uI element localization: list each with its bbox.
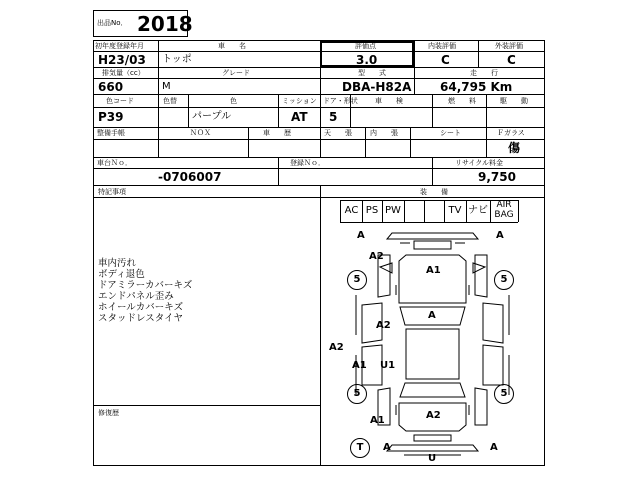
damage-back-door: A2 bbox=[426, 410, 441, 421]
mileage-header: 走 行 bbox=[470, 69, 498, 77]
interior-value: C bbox=[441, 53, 450, 67]
tire-front-left: 5 bbox=[347, 270, 367, 290]
damage-rear-bumper-right: A bbox=[490, 442, 498, 453]
car-diagram bbox=[320, 225, 545, 465]
remark-line: ドアミラーカバーキズ bbox=[98, 280, 193, 291]
maintenance-header: 整備手帳 bbox=[97, 129, 125, 137]
damage-rear-left: A1 bbox=[370, 415, 385, 426]
recycle-header: リサイクル料金 bbox=[455, 159, 504, 167]
doors-value: 5 bbox=[329, 110, 338, 124]
remark-line: 車内汚れ bbox=[98, 258, 137, 269]
first-reg-header: 初年度登録年月 bbox=[95, 42, 144, 50]
roof-header: 天 張 bbox=[324, 129, 352, 137]
grade-header: グレード bbox=[222, 69, 250, 77]
drive-header: 駆 動 bbox=[500, 97, 528, 105]
color-value: パープル bbox=[192, 111, 232, 122]
equipment-tv: TV bbox=[448, 205, 462, 216]
remarks-header: 特記事項 bbox=[98, 188, 126, 196]
remark-line: エンドパネル歪み bbox=[98, 291, 174, 302]
damage-left-side: A2 bbox=[329, 342, 344, 353]
damage-left-rear-door-u1: U1 bbox=[380, 360, 396, 371]
color-code-value: P39 bbox=[98, 110, 124, 124]
repair-header: 修復歴 bbox=[98, 409, 119, 417]
damage-front-left: A bbox=[357, 230, 365, 241]
model-value: DBA-H82A bbox=[342, 80, 412, 94]
car-name-header: 車 名 bbox=[218, 42, 246, 50]
fglass-value: 傷 bbox=[508, 141, 521, 155]
score-value: 3.0 bbox=[356, 53, 378, 67]
exterior-value: C bbox=[507, 53, 516, 67]
equipment-navi: ナビ bbox=[468, 205, 488, 216]
tire-rear-left: 5 bbox=[347, 384, 367, 404]
equipment-header: 装 備 bbox=[420, 188, 448, 196]
reg-no-header: 登録Ｎｏ． bbox=[290, 159, 325, 167]
spare-tire: T bbox=[350, 438, 370, 458]
chassis-header: 車台Ｎｏ． bbox=[97, 159, 132, 167]
remark-line: スタッドレスタイヤ bbox=[98, 313, 184, 324]
interior-trim-header: 内 張 bbox=[370, 129, 398, 137]
equipment-ac: AC bbox=[344, 205, 359, 216]
color-header: 色 bbox=[230, 97, 237, 105]
seat-header: シート bbox=[440, 129, 461, 137]
tire-rear-right: 5 bbox=[494, 384, 514, 404]
damage-left-rear-door-a1: A1 bbox=[352, 360, 367, 371]
exterior-header: 外装評価 bbox=[495, 42, 523, 50]
remark-line: ボディ退色 bbox=[98, 269, 145, 280]
tire-front-right: 5 bbox=[494, 270, 514, 290]
car-name-value: トッポ bbox=[162, 54, 192, 65]
damage-left-front-door: A2 bbox=[376, 320, 391, 331]
mileage-value: 64,795 Km bbox=[440, 80, 513, 94]
recycle-value: 9,750 bbox=[478, 170, 516, 184]
equipment-ps: PS bbox=[365, 205, 379, 216]
equipment-airbag: AIR BAG bbox=[494, 200, 514, 220]
interior-header: 内装評価 bbox=[428, 42, 456, 50]
displacement-header: 排気量（cc） bbox=[102, 69, 145, 77]
damage-rear-bottom: U bbox=[428, 453, 437, 464]
damage-rear-bumper-left: A bbox=[383, 442, 391, 453]
transmission-header: ミッション bbox=[282, 97, 317, 105]
model-header: 型 式 bbox=[358, 69, 386, 77]
lot-number: 2018 bbox=[137, 12, 193, 36]
fuel-header: 燃 料 bbox=[448, 97, 476, 105]
damage-roof: A bbox=[428, 310, 436, 321]
color-change-header: 色替 bbox=[163, 97, 177, 105]
damage-front-right: A bbox=[496, 230, 504, 241]
damage-front-bumper: A2 bbox=[369, 251, 384, 262]
chassis-value: -0706007 bbox=[158, 170, 222, 184]
equipment-pw: PW bbox=[385, 205, 401, 216]
displacement-value: 660 bbox=[98, 80, 124, 94]
damage-hood: A1 bbox=[426, 265, 441, 276]
history-header: 車 歴 bbox=[263, 129, 291, 137]
inspection-header: 車 検 bbox=[375, 97, 403, 105]
color-code-header: 色コード bbox=[106, 97, 134, 105]
remark-line: ホイールカバーキズ bbox=[98, 302, 184, 313]
doors-header: ドア・形状 bbox=[323, 97, 358, 105]
fglass-header: Ｆガラス bbox=[497, 129, 525, 137]
first-reg-value: H23/03 bbox=[98, 53, 146, 67]
grade-value: M bbox=[162, 81, 171, 92]
lot-number-label: 出品No． bbox=[97, 19, 128, 27]
nox-header: ＮＯＸ bbox=[190, 129, 211, 137]
score-header: 評価点 bbox=[355, 42, 376, 50]
transmission-value: AT bbox=[291, 110, 308, 124]
